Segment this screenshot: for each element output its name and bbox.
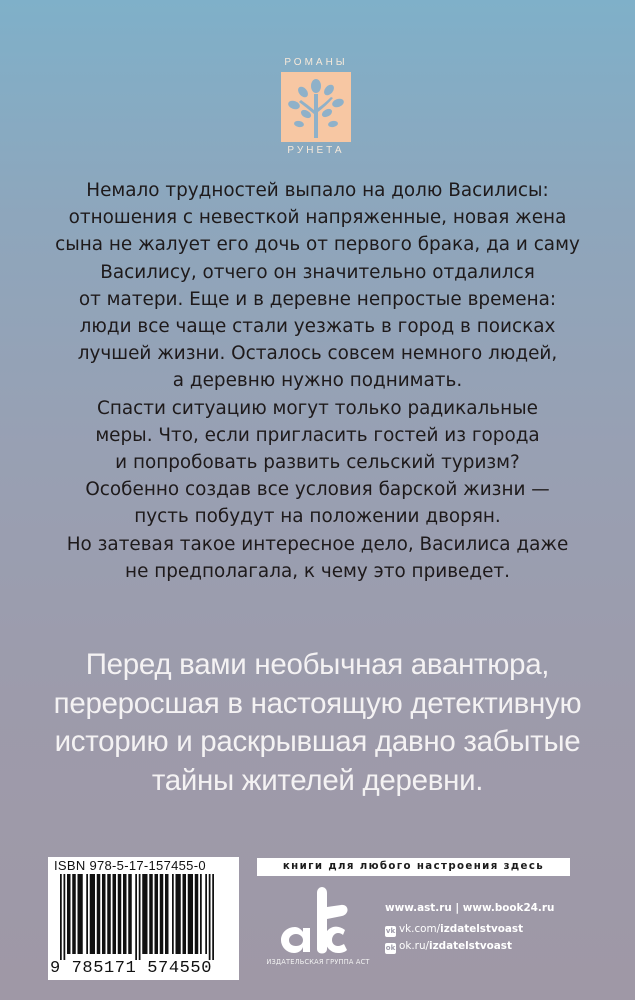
vk-link-row[interactable]: [385, 921, 625, 938]
publisher-caption: ИЗДАТЕЛЬСКАЯ ГРУППА АСТ: [266, 958, 370, 966]
barcode-bar: [86, 874, 88, 954]
barcode-bar: [183, 874, 187, 954]
series-emblem: [281, 72, 351, 142]
barcode-bar: [64, 874, 66, 960]
barcode-bar: [67, 874, 71, 954]
barcode-bar: [195, 874, 199, 954]
barcode-bar: [188, 874, 193, 954]
blurb-line: лучшей жизни. Осталось совсем немного людей,: [77, 343, 558, 365]
barcode-bar: [212, 874, 214, 960]
barcode-bar: [107, 874, 111, 954]
series-name-top: РОМАНЫ: [284, 57, 348, 68]
publisher-logo: [265, 883, 371, 961]
series-logo: [268, 56, 364, 160]
site-links: [385, 900, 625, 917]
barcode-bar: [102, 874, 106, 954]
barcode-bar: [155, 874, 159, 954]
teaser-line: Перед вами необычная авантюра,: [85, 648, 550, 681]
barcode-bar: [135, 874, 137, 960]
barcode-bar: [200, 874, 202, 954]
blurb-line: Василису, отчего он значительно отдалился: [100, 261, 535, 283]
link-separator: |: [451, 902, 463, 914]
barcode-bar: [165, 874, 169, 954]
blurb-line: а деревню нужно поднимать.: [172, 370, 463, 392]
teaser-line: тайны жителей деревни.: [151, 763, 484, 797]
publisher-links: [385, 900, 625, 955]
barcode-bar: [149, 874, 153, 954]
vk-link-prefix: vk.com/: [399, 923, 441, 935]
barcode-bar: [142, 874, 147, 954]
blurb-line: Спасти ситуацию могут только радикальные: [97, 397, 538, 419]
barcode-bar: [209, 874, 211, 960]
barcode-bar: [176, 874, 181, 954]
vk-link-handle: izdatelstvoast: [440, 923, 524, 935]
blurb-line: пусть побудут на положении дворян.: [134, 506, 501, 528]
ast-logo-icon: [265, 883, 371, 959]
blurb-line: Немало трудностей выпало на долю Василисы:: [86, 180, 549, 201]
teaser-text: [20, 646, 615, 800]
link-book24[interactable]: www.book24.ru: [462, 902, 555, 914]
barcode-digits: 9 785171 574550: [50, 959, 213, 978]
barcode-bar: [172, 874, 174, 954]
series-name-bottom: РУНЕТА: [287, 145, 345, 156]
barcode-bar: [78, 874, 83, 954]
ok-link-row[interactable]: [385, 938, 625, 955]
blurb-line: и попробовать развить сельский туризм?: [115, 452, 520, 474]
ok-link-prefix: ok.ru/: [399, 940, 430, 952]
blurb-line: меры. Что, если пригласить гостей из города: [95, 424, 540, 446]
blurb-text: [30, 177, 605, 585]
link-ast[interactable]: www.ast.ru: [385, 902, 452, 914]
barcode-bar: [139, 874, 141, 960]
blurb-line: люди все чаще стали уезжать в город в поисках: [79, 316, 556, 338]
blurb-line: от матери. Еще и в деревне непростые времена:: [78, 288, 557, 310]
teaser-line: переросшая в настоящую детективную: [53, 686, 582, 720]
barcode-bars: [60, 874, 230, 960]
barcode-bar: [160, 874, 164, 954]
isbn-barcode: [48, 857, 239, 980]
barcode-bar: [123, 874, 127, 954]
blurb-line: Особенно создав все условия барской жизни —: [85, 479, 550, 501]
vk-icon: vk: [385, 927, 396, 935]
barcode-bar: [205, 874, 207, 954]
ok-icon: ok: [385, 944, 396, 952]
blurb-line: отношения с невесткой напряженные, новая жена: [68, 207, 567, 229]
tagline-banner: книги для любого настроения здесь: [257, 858, 570, 876]
tree-icon: [281, 72, 351, 142]
barcode-bar: [113, 874, 117, 954]
barcode-bar: [90, 874, 95, 954]
barcode-bar: [97, 874, 101, 954]
teaser-line: историю и раскрывшая давно забытые: [54, 725, 581, 758]
ok-link-handle: izdatelstvoast: [429, 940, 512, 952]
blurb-line: сына не жалует его дочь от первого брака, да и саму: [55, 234, 580, 256]
barcode-bar: [60, 874, 62, 960]
blurb-line: Но затевая такое интересное дело, Василиса даже: [66, 533, 569, 555]
barcode-bar: [118, 874, 122, 954]
isbn-number: ISBN 978-5-17-157455-0: [54, 858, 206, 873]
barcode-bar: [128, 874, 132, 954]
barcode-bar: [72, 874, 76, 954]
blurb-line: не предполагала, к чему это приведет.: [125, 560, 510, 582]
